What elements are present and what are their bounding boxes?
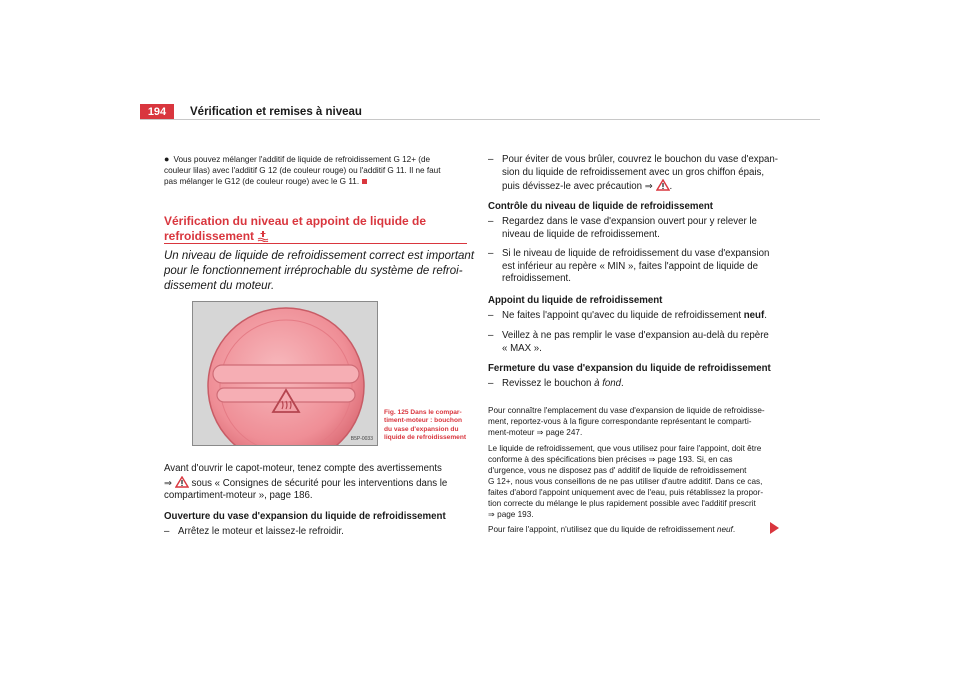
note-3-end: .: [732, 525, 736, 534]
note-2-line-6: tion correcte du mélange le plus rapidement possible avec l'additif prescrit: [488, 499, 756, 508]
end-mark-icon: [362, 179, 367, 184]
page-number: 194: [140, 104, 174, 120]
intro-line-3: compartiment-moteur », page 186.: [164, 490, 313, 502]
section-rule: [164, 243, 467, 244]
subhead-opening: Ouverture du vase d'expansion du liquide de refroidissement: [164, 511, 446, 522]
step-3-line-2: niveau de liquide de refroidissement.: [502, 228, 660, 240]
header-divider: [140, 119, 820, 120]
caption-line-1: Fig. 125 Dans le compar-: [384, 409, 462, 416]
warning-triangle-icon: [175, 476, 189, 488]
note-3-emphasis: neuf: [716, 525, 733, 534]
intro-line-1: Avant d'ouvrir le capot-moteur, tenez compte des avertissements: [164, 463, 442, 474]
note-2-line-1: Le liquide de refroidissement, que vous utilisez pour faire l'appoint, doit être: [488, 444, 762, 453]
note-line-3: pas mélanger le G12 (de couleur rouge) avec le G 11.: [164, 177, 360, 186]
note-2-line-5: faites d'abord l'appoint uniquement avec de l'eau, puis rétablissez la propor-: [488, 488, 764, 497]
dash-marker: –: [488, 310, 494, 321]
dash-marker: –: [488, 330, 494, 341]
dash-marker: –: [488, 154, 494, 165]
note-line-2: couleur lilas) avec l'additif G 12 (de couleur rouge) ou l'additif G 11. Il ne faut: [164, 166, 441, 175]
bullet-icon: ●: [164, 154, 170, 164]
subhead-check-level: Contrôle du niveau de liquide de refroidissement: [488, 201, 714, 212]
step-3-line-1: Regardez dans le vase d'expansion ouvert pour y relever le: [502, 216, 757, 227]
note-1-line-1: Pour connaître l'emplacement du vase d'expansion de liquide de refroidisse-: [488, 406, 765, 415]
section-lead: [164, 249, 484, 294]
step-6-line-1: Veillez à ne pas remplir le vase d'expansion au-delà du repère: [502, 330, 769, 341]
dash-marker: –: [164, 526, 170, 537]
subhead-closing: Fermeture du vase d'expansion du liquide de refroidissement: [488, 363, 771, 374]
reference-arrow: ⇒: [164, 477, 173, 489]
note-3-text: Pour faire l'appoint, n'utilisez que du liquide de refroidissement: [488, 525, 715, 534]
step-7-end: .: [621, 378, 624, 389]
step-7-emphasis: à fond: [594, 378, 622, 389]
page-header-title: Vérification et remises à niveau: [190, 106, 362, 118]
coolant-temperature-icon: [257, 230, 269, 242]
intro-paragraph: [164, 463, 484, 503]
note-location: [488, 405, 788, 438]
step-cover-cap: [488, 154, 788, 194]
step-stop-engine: [164, 526, 484, 539]
step-screw-cap: [488, 378, 788, 391]
step-2-line-3: puis dévissez-le avec précaution ⇒: [502, 181, 653, 193]
step-2-line-1: Pour éviter de vous brûler, couvrez le bouchon du vase d'expan-: [502, 154, 778, 165]
step-4-line-3: refroidissement.: [502, 273, 571, 285]
step-max-mark: [488, 330, 788, 355]
caption-line-2: timent-moteur : bouchon: [384, 417, 463, 425]
lead-line-1: Un niveau de liquide de refroidissement correct est important: [164, 250, 475, 262]
note-1-line-2: ment, reportez-vous à la figure correspondante représentant le comparti-: [488, 417, 752, 426]
expansion-tank-cap-image: [193, 302, 378, 446]
step-2-end: .: [669, 181, 673, 193]
dash-marker: –: [488, 216, 494, 227]
step-7-text: Revissez le bouchon: [502, 378, 592, 389]
figure-code: B5P-0033: [350, 436, 373, 442]
section-title-line-1: Vérification du niveau et appoint de liquide de: [164, 214, 427, 228]
caption-line-3: du vase d'expansion du: [384, 425, 459, 433]
warning-triangle-icon: [656, 179, 670, 191]
lead-line-2: pour le fonctionnement irréprochable du système de refroi-: [164, 265, 463, 277]
figure-caption: [384, 409, 474, 443]
step-min-mark: [488, 248, 788, 286]
coolant-cap-figure: [192, 301, 378, 446]
note-specification: [488, 443, 788, 520]
step-look-level: [488, 216, 788, 241]
note-2-line-4: G 12+, nous vous conseillons de ne pas utiliser d'autre additif. Dans ce cas,: [488, 477, 763, 486]
note-new-coolant: [488, 524, 788, 535]
step-5-emphasis: neuf: [743, 310, 765, 321]
step-6-line-2: « MAX ».: [502, 342, 542, 354]
note-line-1: Vous pouvez mélanger l'additif de liquide de refroidissement G 12+ (de: [173, 155, 431, 164]
note-2-line-2: conforme à des spécifications bien précises ⇒ page 193. Si, en cas: [488, 455, 733, 464]
compatibility-note: [164, 154, 474, 187]
dash-marker: –: [488, 378, 494, 389]
step-5-text: Ne faites l'appoint qu'avec du liquide de refroidissement: [502, 310, 742, 321]
lead-line-3: dissement du moteur.: [164, 280, 275, 292]
step-2-line-2: sion du liquide de refroidissement avec un gros chiffon épais,: [502, 166, 765, 178]
step-4-line-2: est inférieur au repère « MIN », faites l'appoint de liquide de: [502, 260, 759, 272]
section-title-line-2: refroidissement: [164, 229, 255, 243]
next-page-arrow-icon[interactable]: [770, 522, 779, 534]
step-new-coolant: [488, 310, 788, 323]
caption-line-4: liquide de refroidissement: [384, 434, 467, 442]
step-1-text: Arrêtez le moteur et laissez-le refroidir.: [178, 526, 344, 537]
note-2-line-7: ⇒ page 193.: [488, 510, 534, 519]
section-title: [164, 214, 474, 244]
dash-marker: –: [488, 248, 494, 259]
subhead-topping-up: Appoint du liquide de refroidissement: [488, 295, 663, 306]
intro-line-2: sous « Consignes de sécurité pour les interventions dans le: [191, 477, 448, 489]
note-1-line-3: ment-moteur ⇒ page 247.: [488, 428, 583, 437]
step-4-line-1: Si le niveau de liquide de refroidissement du vase d'expansion: [502, 248, 770, 259]
note-2-line-3: d'urgence, vous ne disposez pas d' additif de liquide de refroidissement: [488, 466, 747, 475]
step-5-end: .: [764, 310, 767, 321]
